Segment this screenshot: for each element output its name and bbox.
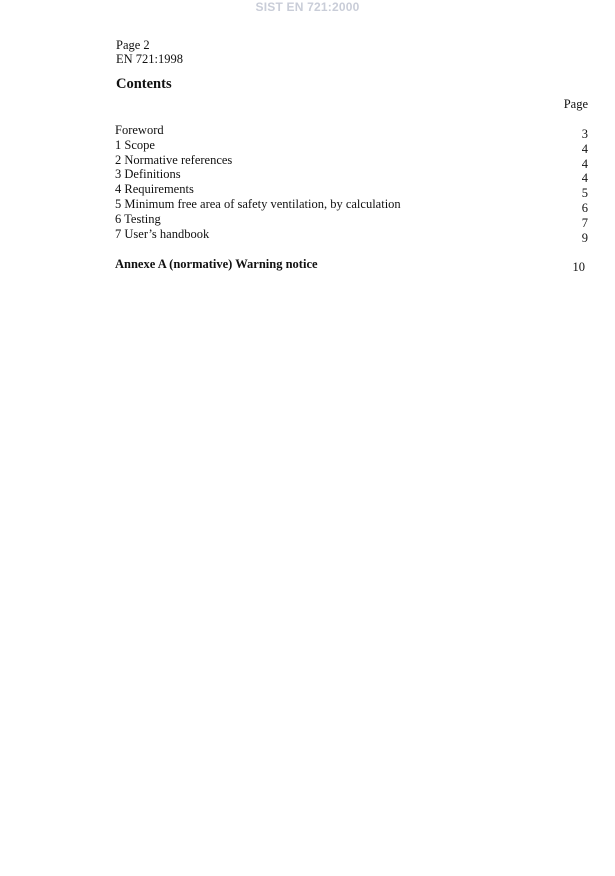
toc-entry-page: 4 <box>581 141 588 156</box>
toc-entry-page: 4 <box>581 171 588 186</box>
toc-entry-title: 7 User’s handbook <box>115 226 210 241</box>
toc-entry-title: 2 Normative references <box>115 152 233 167</box>
toc-entry-normative-references[interactable] <box>115 152 588 171</box>
toc-entry-page: 9 <box>581 230 588 245</box>
toc-entry-page: 7 <box>581 215 588 230</box>
toc-entry-title: 4 Requirements <box>115 182 194 197</box>
annex-title: Annexe A (normative) Warning notice <box>115 257 318 271</box>
toc-entry-page: 3 <box>581 127 588 141</box>
toc-entry-users-handbook[interactable] <box>115 226 588 245</box>
watermark: SIST EN 721:2000 <box>255 0 360 14</box>
toc-entry-requirements[interactable] <box>115 182 588 201</box>
page-header <box>116 38 183 66</box>
page-number-label: Page 2 <box>116 38 150 52</box>
toc-entry-foreword[interactable] <box>115 123 588 141</box>
standard-reference: EN 721:1998 <box>116 52 184 66</box>
toc-entry-testing[interactable] <box>115 211 588 230</box>
page-column-label: Page <box>563 97 588 111</box>
table-of-contents <box>115 123 588 245</box>
toc-entry-scope[interactable] <box>115 137 588 156</box>
toc-entry-title: 5 Minimum free area of safety ventilation, by calculation <box>115 196 401 211</box>
toc-entry-title: Foreword <box>115 123 164 137</box>
toc-entry-page: 4 <box>581 156 588 171</box>
contents-title: Contents <box>116 76 172 92</box>
toc-entry-title: 1 Scope <box>115 137 155 152</box>
toc-entry-definitions[interactable] <box>115 167 588 186</box>
toc-entry-title: 6 Testing <box>115 211 161 226</box>
toc-entry-page: 5 <box>581 186 588 201</box>
toc-entry-title: 3 Definitions <box>115 167 181 182</box>
toc-entry-annex-a[interactable] <box>115 257 585 273</box>
annex-page: 10 <box>572 260 585 274</box>
toc-entry-minimum-free-area[interactable] <box>115 196 588 215</box>
toc-entry-page: 6 <box>581 200 588 215</box>
